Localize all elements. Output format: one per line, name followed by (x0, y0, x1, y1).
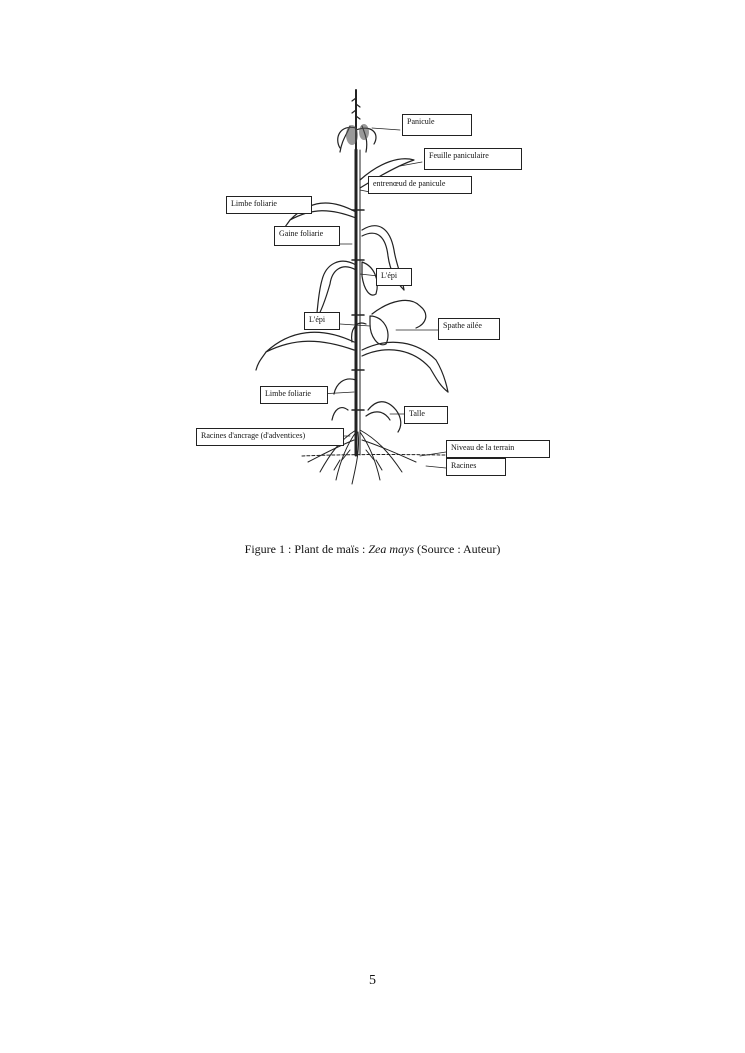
label-limbe-foliarie-top: Limbe foliarie (226, 196, 312, 214)
label-racines: Racines (446, 458, 506, 476)
label-epi-upper: L'épi (376, 268, 412, 286)
label-talle: Talle (404, 406, 448, 424)
label-feuille-paniculaire: Feuille paniculaire (424, 148, 522, 170)
label-limbe-foliarie-bottom: Limbe foliarie (260, 386, 328, 404)
caption-suffix: (Source : Auteur) (414, 542, 501, 556)
label-gaine-foliarie: Gaine foliarie (274, 226, 340, 246)
label-epi-lower: L'épi (304, 312, 340, 330)
tassel-drawing (338, 90, 376, 152)
label-entrenoeud-panicule: entrenœud de panicule (368, 176, 472, 194)
caption-prefix: Figure 1 : Plant de maïs : (244, 542, 369, 556)
maize-plant-figure (190, 80, 560, 500)
caption-species: Zea mays (368, 542, 414, 556)
label-panicule: Panicule (402, 114, 472, 136)
page-number: 5 (369, 973, 376, 988)
label-racines-ancrage: Racines d'ancrage (d'adventices) (196, 428, 344, 446)
figure-caption (0, 542, 745, 557)
label-niveau-terrain: Niveau de la terrain (446, 440, 550, 458)
label-spathe-ailee: Spathe ailée (438, 318, 500, 340)
